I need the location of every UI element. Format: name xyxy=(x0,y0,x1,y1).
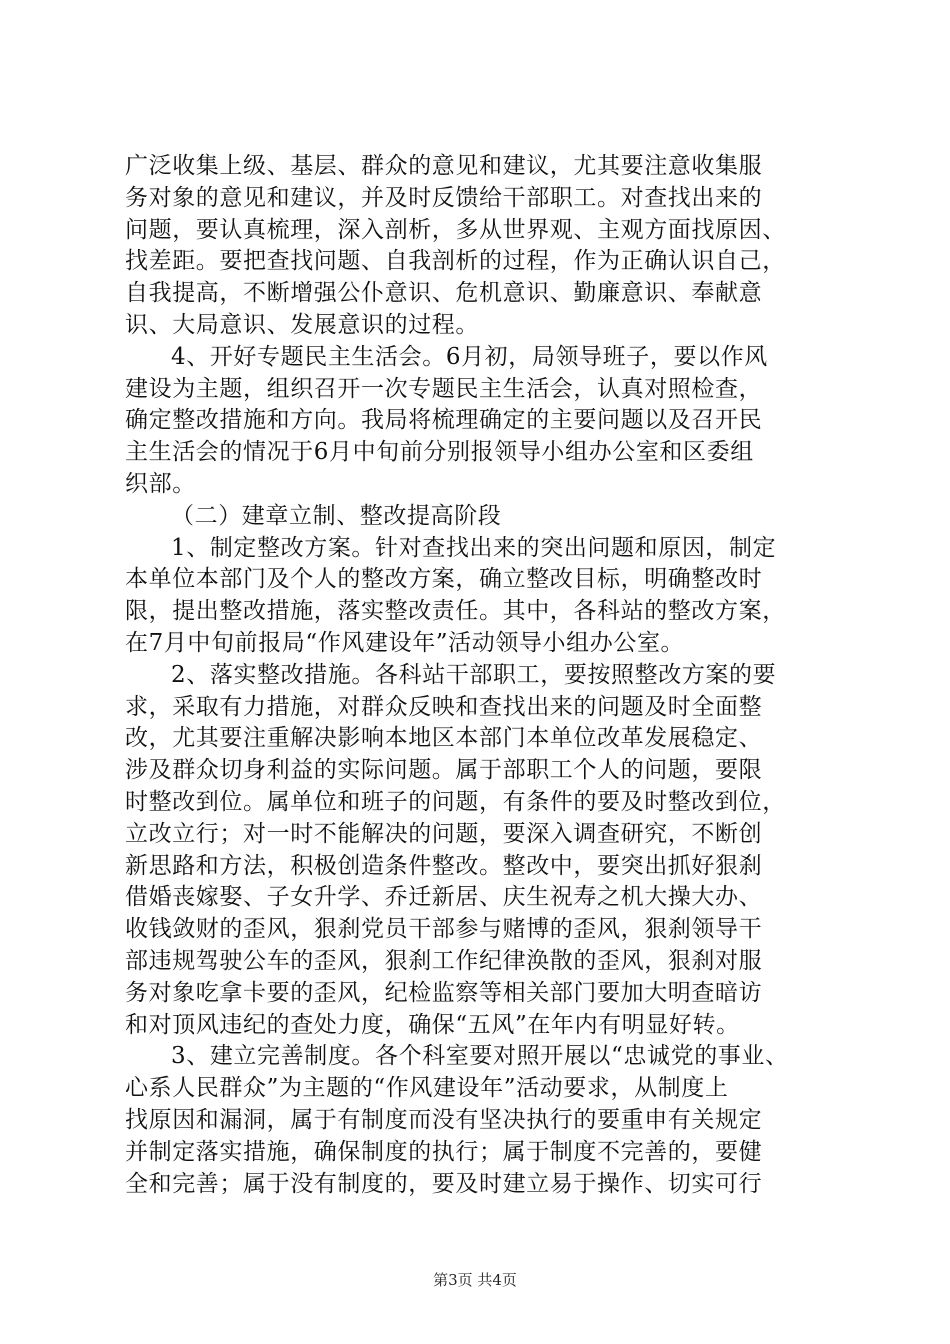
text-line: 部违规驾驶公车的歪风，狠刹工作纪律涣散的歪风，狠刹对服 xyxy=(125,947,763,974)
text-line: 找差距。要把查找问题、自我剖析的过程，作为正确认识自己， xyxy=(125,248,786,275)
text-line: 求，采取有力措施，对群众反映和查找出来的问题及时全面整 xyxy=(125,693,763,720)
document-body xyxy=(125,151,835,1200)
text-line: 收钱敛财的歪风，狠刹党员干部参与赌博的歪风，狠刹领导干 xyxy=(125,916,763,943)
section-heading: （二）建章立制、整改提高阶段 xyxy=(171,502,502,529)
text-line: 务对象的意见和建议，并及时反馈给干部职工。对查找出来的 xyxy=(125,184,763,211)
text-line: 织部。 xyxy=(125,470,196,497)
text-line: 在7月中旬前报局“作风建设年”活动领导小组办公室。 xyxy=(125,629,685,656)
text-line: 时整改到位。属单位和班子的问题，有条件的要及时整改到位， xyxy=(125,788,786,815)
text-line: 立改立行；对一时不能解决的问题，要深入调查研究，不断创 xyxy=(125,820,763,847)
text-line: 本单位本部门及个人的整改方案，确立整改目标，明确整改时 xyxy=(125,566,763,593)
text-line: 务对象吃拿卡要的歪风，纪检监察等相关部门要加大明查暗访 xyxy=(125,979,763,1006)
text-line: 和对顶风违纪的查处力度，确保“五风”在年内有明显好转。 xyxy=(125,1011,740,1038)
text-line: 并制定落实措施，确保制度的执行；属于制度不完善的，要健 xyxy=(125,1138,763,1165)
text-line: 自我提高，不断增强公仆意识、危机意识、勤廉意识、奉献意 xyxy=(125,280,763,307)
text-line: 全和完善；属于没有制度的，要及时建立易于操作、切实可行 xyxy=(125,1170,763,1197)
text-line: 主生活会的情况于6月中旬前分别报领导小组办公室和区委组 xyxy=(125,439,754,466)
text-line: 改，尤其要注重解决影响本地区本部门本单位改革发展稳定、 xyxy=(125,725,763,752)
text-line: 新思路和方法，积极创造条件整改。整改中，要突出抓好狠刹 xyxy=(125,852,763,879)
text-line: 问题，要认真梳理，深入剖析，多从世界观、主观方面找原因、 xyxy=(125,216,786,243)
page-number-footer: 第3页 共4页 xyxy=(433,1271,517,1289)
text-line: 限，提出整改措施，落实整改责任。其中，各科站的整改方案， xyxy=(125,598,786,625)
paragraph-start-line: 4、开好专题民主生活会。6月初，局领导班子，要以作风 xyxy=(171,343,768,370)
paragraph-start-line: 2、落实整改措施。各科站干部职工，要按照整改方案的要 xyxy=(171,661,777,688)
text-line: 广泛收集上级、基层、群众的意见和建议，尤其要注意收集服 xyxy=(125,153,763,179)
paragraph-start-line: 3、建立完善制度。各个科室要对照开展以“忠诚党的事业、 xyxy=(171,1043,789,1070)
text-line: 识、大局意识、发展意识的过程。 xyxy=(125,311,479,338)
text-line: 确定整改措施和方向。我局将梳理确定的主要问题以及召开民 xyxy=(125,407,763,434)
text-line: 借婚丧嫁娶、子女升学、乔迁新居、庆生祝寿之机大操大办、 xyxy=(125,884,763,911)
text-line: 涉及群众切身利益的实际问题。属于部职工个人的问题，要限 xyxy=(125,757,763,784)
text-line: 建设为主题，组织召开一次专题民主生活会，认真对照检查， xyxy=(125,375,763,402)
text-line: 找原因和漏洞，属于有制度而没有坚决执行的要重申有关规定 xyxy=(125,1106,763,1133)
text-line: 心系人民群众”为主题的“作风建设年”活动要求，从制度上 xyxy=(125,1075,729,1102)
paragraph-start-line: 1、制定整改方案。针对查找出来的突出问题和原因，制定 xyxy=(171,534,777,561)
